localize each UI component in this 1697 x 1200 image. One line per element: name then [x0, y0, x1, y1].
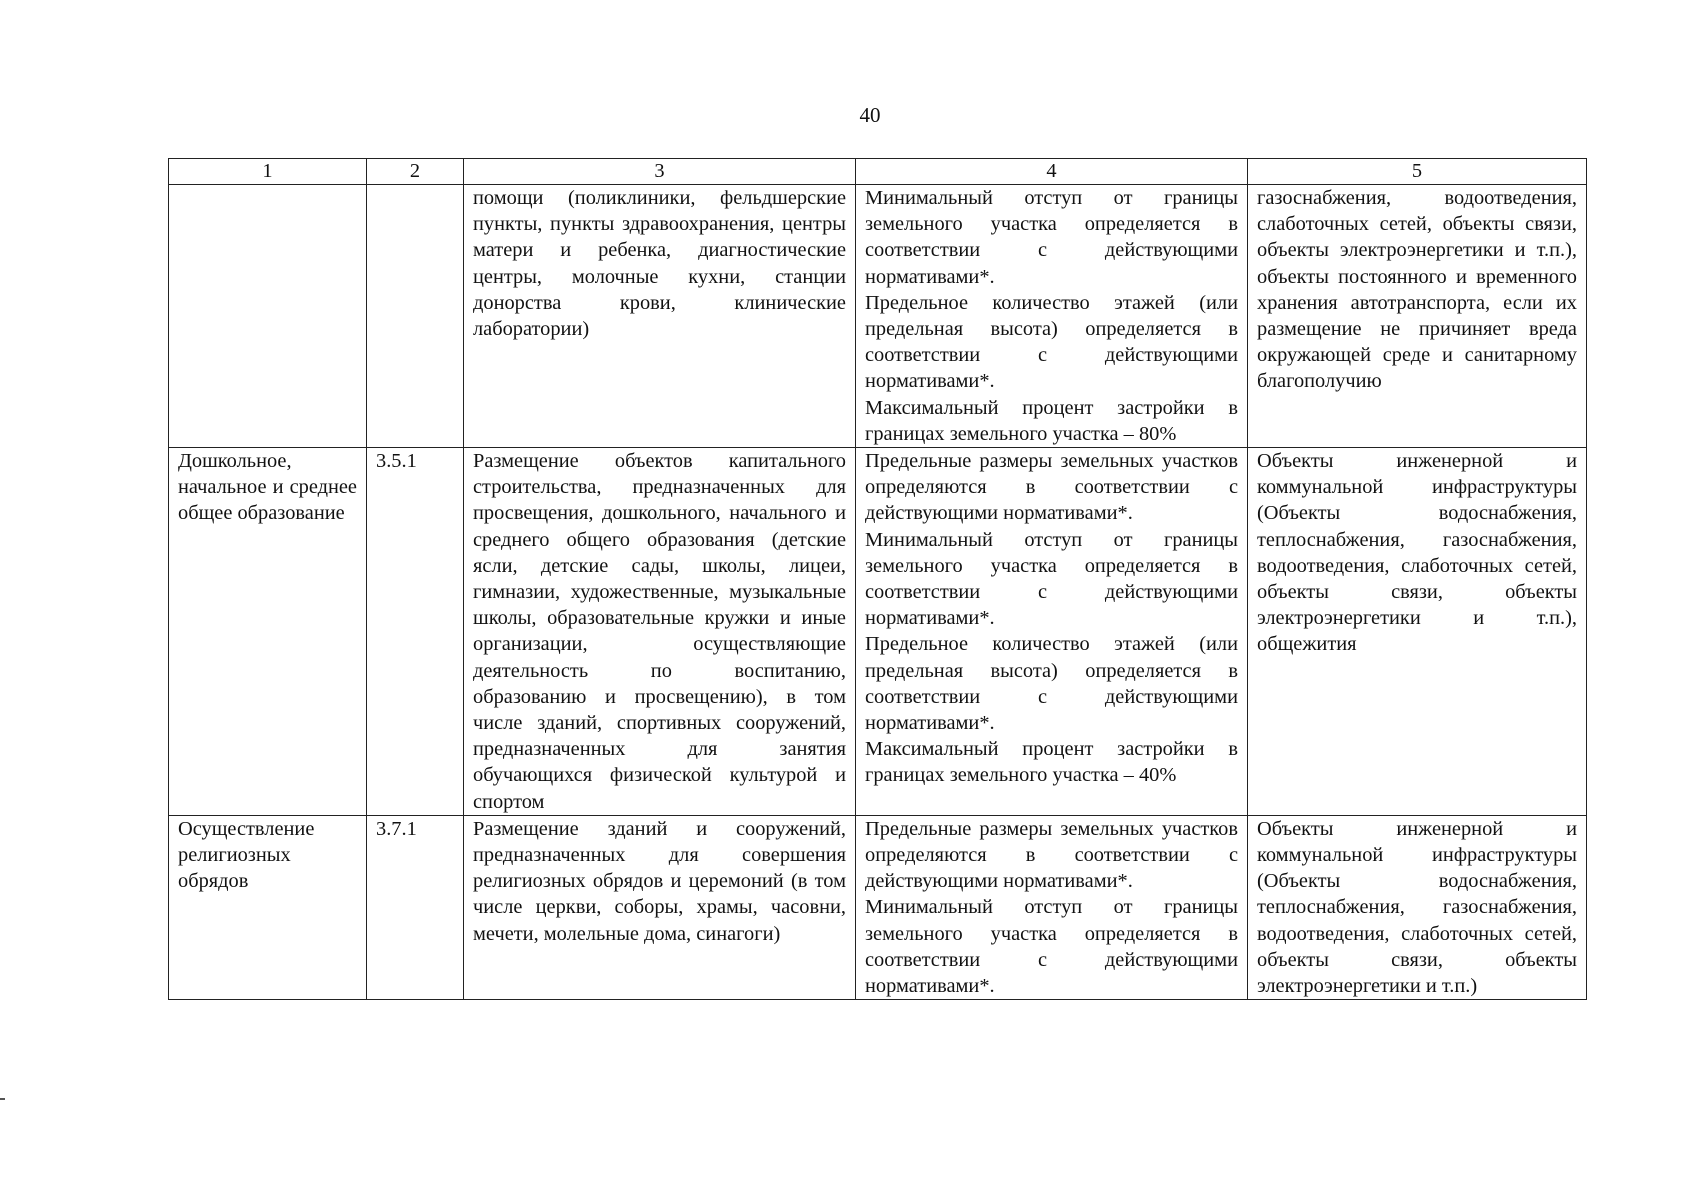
use-code-cell [367, 185, 464, 448]
use-name-cell [169, 815, 367, 999]
table-row [169, 448, 1587, 816]
use-parameters-cell [856, 448, 1248, 816]
use-name-cell [169, 185, 367, 448]
use-name-text: Осуществление религиозных обрядов [178, 817, 315, 893]
parameter-text: Минимальный отступ от границы земельного участка определяется в соответствии с действующими нормативами*. [865, 528, 1238, 630]
scan-margin-mark [0, 1098, 5, 1100]
parameter-text: Минимальный отступ от границы земельного участка определяется в соответствии с действующими нормативами*. [865, 896, 1238, 998]
use-code-text: 3.5.1 [376, 450, 417, 473]
use-parameters-cell [856, 815, 1248, 999]
parameter-text: Предельное количество этажей (или предельная высота) определяется в соответствии с действующими нормативами*. [865, 633, 1238, 735]
use-code-cell [367, 815, 464, 999]
auxiliary-use-text: Объекты инженерной и коммунальной инфраструктуры (Объекты водоснабжения, теплоснабжения, газоснабжения, водоотведения, слаботочных сетей, объекты связи, объекты электроэнергетики и т.п.), общежития [1257, 450, 1577, 656]
column-header-2: 2 [367, 159, 464, 185]
column-header-3: 3 [464, 159, 856, 185]
use-description-cell [464, 815, 856, 999]
table-row [169, 815, 1587, 999]
auxiliary-use-cell [1248, 815, 1587, 999]
parameter-text: Предельные размеры земельных участков определяются в соответствии с действующими нормативами*. [865, 450, 1238, 525]
use-description-text: Размещение зданий и сооружений, предназначенных для совершения религиозных обрядов и церемоний (в том числе церкви, соборы, храмы, часовни, мечети, молельные дома, синагоги) [473, 817, 846, 945]
use-code-cell [367, 448, 464, 816]
parameter-text: Минимальный отступ от границы земельного участка определяется в соответствии с действующими нормативами*. [865, 187, 1238, 288]
table-row [169, 185, 1587, 448]
parameter-text: Максимальный процент застройки в границах земельного участка – 80% [865, 396, 1238, 445]
land-use-table [168, 158, 1587, 1000]
use-parameters-cell [856, 185, 1248, 448]
use-description-text: Размещение объектов капитального строительства, предназначенных для просвещения, дошкольного, начального и среднего общего образования (детские ясли, детские сады, школы, лицеи, гимназии, художественные, музыкальные школы, образовательные кружки и иные организации, осуществляющие деятельность по воспитанию, образованию и просвещению), в том числе зданий, спортивных сооружений, предназначенных для занятия обучающихся физической культурой и спортом [473, 450, 846, 813]
table-header-row [169, 159, 1587, 185]
auxiliary-use-text: Объекты инженерной и коммунальной инфраструктуры (Объекты водоснабжения, теплоснабжения, газоснабжения, водоотведения, слаботочных сетей, объекты связи, объекты электроэнергетики и т.п.) [1257, 817, 1577, 998]
use-description-cell [464, 185, 856, 448]
parameter-text: Предельное количество этажей (или предельная высота) определяется в соответствии с действующими нормативами*. [865, 291, 1238, 393]
parameter-text: Предельные размеры земельных участков определяются в соответствии с действующими нормативами*. [865, 817, 1238, 893]
use-code-text: 3.7.1 [376, 817, 417, 840]
use-description-cell [464, 448, 856, 816]
auxiliary-use-cell [1248, 448, 1587, 816]
column-header-5: 5 [1248, 159, 1587, 185]
column-header-4: 4 [856, 159, 1248, 185]
use-name-cell [169, 448, 367, 816]
page-number: 40 [859, 103, 881, 127]
auxiliary-use-text: газоснабжения, водоотведения, слаботочных сетей, объекты связи, объекты электроэнергетики и т.п.), объекты постоянного и временного хранения автотранспорта, если их размещение не причиняет вреда окружающей среде и санитарному благополучию [1257, 187, 1577, 393]
parameter-text: Максимальный процент застройки в границах земельного участка – 40% [865, 738, 1238, 787]
use-description-text: помощи (поликлиники, фельдшерские пункты, пункты здравоохранения, центры матери и ребенка, диагностические центры, молочные кухни, станции донорства крови, клинические лаборатории) [473, 187, 846, 341]
column-header-1: 1 [169, 159, 367, 185]
use-name-text: Дошкольное, начальное и среднее общее образование [178, 450, 357, 525]
auxiliary-use-cell [1248, 185, 1587, 448]
